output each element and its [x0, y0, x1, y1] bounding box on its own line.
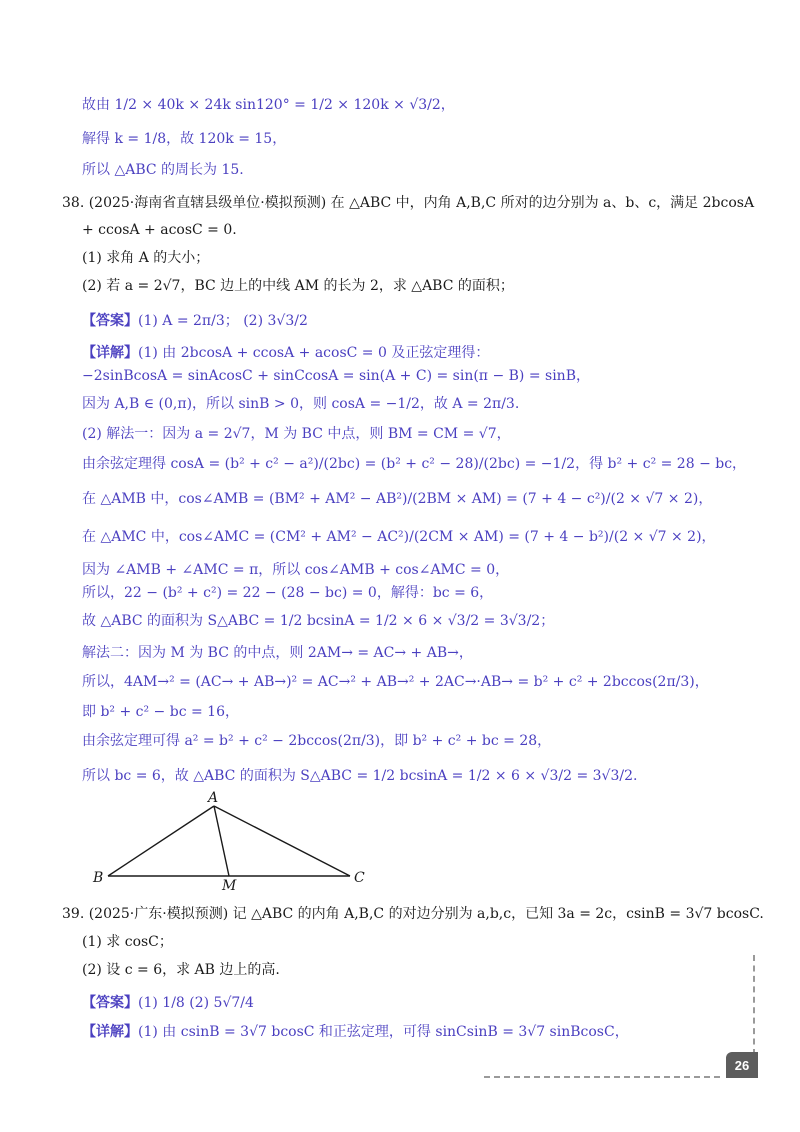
question-39-part-2: (2) 设 c = 6，求 AB 边上的高.	[82, 962, 280, 978]
solution-line: 在 △AMC 中，cos∠AMC = (CM² + AM² − AC²)/(2CM × AM) = (7 + 4 − b²)/(2 × √7 × 2)，	[82, 529, 716, 545]
label-a: A	[208, 790, 219, 806]
answer-text: (1) A = 2π/3； (2) 3√3/2	[138, 313, 308, 329]
page-border-horizontal	[484, 1076, 720, 1078]
question-39-part-1: (1) 求 cosC；	[82, 934, 173, 950]
side-ab	[108, 806, 214, 876]
triangle-figure	[88, 790, 408, 890]
question-38-part-2: (2) 若 a = 2√7，BC 边上的中线 AM 的长为 2，求 △ABC 的面积；	[82, 278, 514, 294]
question-38-title: 38. (2025·海南省直辖县级单位·模拟预测) 在 △ABC 中，内角 A,B,C 所对的边分别为 a、b、c，满足 2bcosA	[62, 195, 755, 211]
solution-line: 由余弦定理可得 a² = b² + c² − 2bccos(2π/3)，即 b² + c² + bc = 28，	[82, 733, 552, 749]
answer-text: (1) 1/8 (2) 5√7/4	[138, 995, 254, 1011]
side-ac	[214, 806, 350, 876]
solution-line: 因为 ∠AMB + ∠AMC = π，所以 cos∠AMB + cos∠AMC = 0，	[82, 562, 510, 578]
solution-line: 所以，4AM→² = (AC→ + AB→)² = AC→² + AB→² + 2AC→·AB→ = b² + c² + 2bccos(2π/3)，	[82, 674, 709, 690]
page-border-vertical	[753, 955, 755, 1055]
answer-row	[82, 993, 254, 1013]
question-39-title: 39. (2025·广东·模拟预测) 记 △ABC 的内角 A,B,C 的对边分别为 a,b,c，已知 3a = 2c，csinB = 3√7 bcosC.	[62, 906, 764, 922]
solution-line: 所以 bc = 6，故 △ABC 的面积为 S△ABC = 1/2 bcsinA = 1/2 × 6 × √3/2 = 3√3/2.	[82, 768, 638, 784]
label-b: B	[93, 870, 104, 886]
label-m: M	[222, 878, 237, 890]
detail-text: (1) 由 2bcosA + ccosA + acosC = 0 及正弦定理得：	[138, 345, 490, 361]
detail-text: (1) 由 csinB = 3√7 bcosC 和正弦定理，可得 sinCsinB = 3√7 sinBcosC，	[138, 1024, 629, 1040]
solution-line: −2sinBcosA = sinAcosC + sinCcosA = sin(A + C) = sin(π − B) = sinB，	[82, 368, 590, 384]
solution-line: 解得 k = 1/8，故 120k = 15，	[82, 131, 287, 147]
solution-line: 由余弦定理得 cosA = (b² + c² − a²)/(2bc) = (b² + c² − 28)/(2bc) = −1/2，得 b² + c² = 28 − bc，	[82, 456, 747, 472]
median-am	[214, 806, 229, 876]
question-38-title-cont: + ccosA + acosC = 0.	[82, 222, 237, 238]
answer-tag: 【答案】	[82, 313, 138, 329]
detail-row	[82, 343, 489, 363]
solution-line: 故 △ABC 的面积为 S△ABC = 1/2 bcsinA = 1/2 × 6 × √3/2 = 3√3/2；	[82, 613, 555, 629]
solution-line: 所以，22 − (b² + c²) = 22 − (28 − bc) = 0，解得：bc = 6，	[82, 585, 494, 601]
solution-line: 所以 △ABC 的周长为 15.	[82, 162, 244, 178]
solution-line: 故由 1/2 × 40k × 24k sin120° = 1/2 × 120k × √3/2，	[82, 97, 455, 113]
solution-line: 在 △AMB 中，cos∠AMB = (BM² + AM² − AB²)/(2BM × AM) = (7 + 4 − c²)/(2 × √7 × 2)，	[82, 491, 713, 507]
detail-tag: 【详解】	[82, 1024, 138, 1040]
solution-line: 因为 A,B ∈ (0,π)，所以 sinB > 0，则 cosA = −1/2，故 A = 2π/3.	[82, 396, 520, 412]
question-38-part-1: (1) 求角 A 的大小；	[82, 250, 210, 266]
solution-line: 解法二：因为 M 为 BC 的中点，则 2AM→ = AC→ + AB→，	[82, 645, 473, 661]
solution-line: 即 b² + c² − bc = 16，	[82, 704, 239, 720]
detail-tag: 【详解】	[82, 345, 138, 361]
answer-row	[82, 311, 308, 331]
solution-line: (2) 解法一：因为 a = 2√7，M 为 BC 中点，则 BM = CM = √7，	[82, 426, 511, 442]
detail-row	[82, 1022, 629, 1042]
label-c: C	[354, 870, 365, 886]
answer-tag: 【答案】	[82, 995, 138, 1011]
page-number: 26	[726, 1052, 758, 1078]
